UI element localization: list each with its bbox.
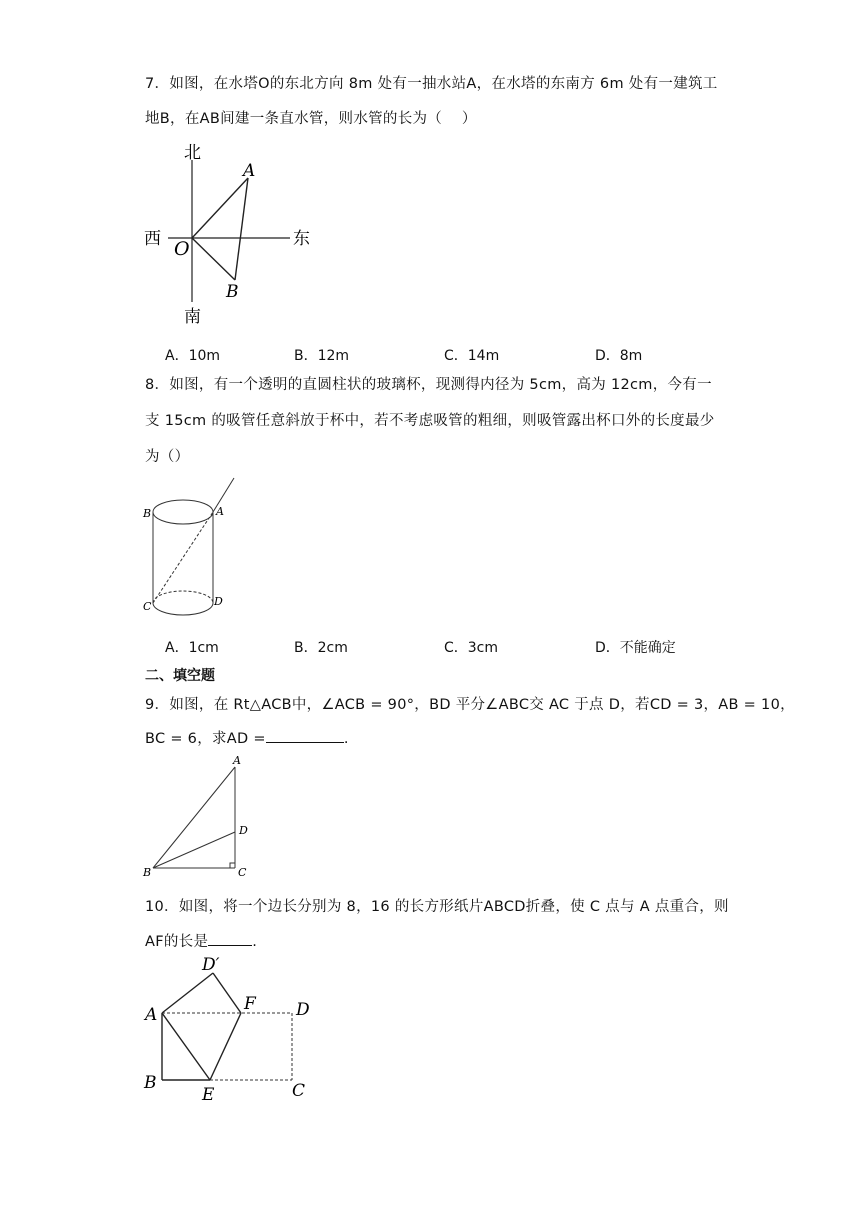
q10-figure — [140, 952, 330, 1105]
q7-label-a: A — [243, 161, 256, 181]
q9-answer-blank[interactable] — [266, 741, 344, 743]
q9-label-c: C — [238, 866, 247, 879]
q10-label-d: D — [296, 1000, 310, 1020]
q8-option-c: C．3cm — [444, 640, 499, 656]
q8-label-d: D — [214, 595, 223, 608]
q7-text-line2: 地B，在AB间建一条直水管，则水管的长为（ ） — [145, 111, 477, 127]
q7-label-b: B — [226, 282, 239, 302]
q9-figure — [140, 752, 260, 882]
q8-text-line3: 为（） — [145, 449, 190, 465]
q7-label-west: 西 — [144, 229, 161, 249]
q10-label-f: F — [244, 994, 256, 1014]
q8-option-a: A．1cm — [165, 640, 219, 656]
q8-text-line1: 8．如图，有一个透明的直圆柱状的玻璃杯，现测得内径为 5cm，高为 12cm，今有一 — [145, 377, 712, 393]
q10-text-line2-main: AF的长是 — [145, 934, 209, 950]
q8-label-b: B — [143, 507, 152, 520]
q10-text-line2-end: . — [252, 934, 258, 950]
q8-text-line2: 支 15cm 的吸管任意斜放于杯中，若不考虑吸管的粗细，则吸管露出杯口外的长度最少 — [145, 413, 715, 429]
q10-label-b: B — [144, 1073, 157, 1093]
q9-text-line2-end: . — [343, 731, 349, 747]
q10-text-line1: 10．如图，将一个边长分别为 8，16 的长方形纸片ABCD折叠，使 C 点与 A 点重合，则 — [145, 899, 729, 915]
q7-option-a: A．10m — [165, 348, 221, 364]
q8-figure — [140, 475, 250, 625]
q9-label-d: D — [239, 824, 248, 837]
q8-label-a: A — [216, 505, 224, 518]
q9-label-b: B — [143, 866, 152, 879]
q7-label-north: 北 — [184, 143, 201, 163]
q7-option-d: D．8m — [595, 348, 643, 364]
q7-label-o: O — [174, 238, 190, 260]
q10-label-d-prime: D′ — [202, 955, 220, 975]
q9-label-a: A — [233, 754, 241, 767]
q7-label-south: 南 — [184, 307, 201, 327]
q8-option-d: D．不能确定 — [595, 640, 676, 656]
section-title-fill-in: 二、填空题 — [145, 668, 215, 684]
q7-text-line1: 7．如图，在水塔O的东北方向 8m 处有一抽水站A，在水塔的东南方 6m 处有一建筑工 — [145, 76, 718, 92]
q10-label-a: A — [145, 1005, 158, 1025]
q10-answer-blank[interactable] — [208, 944, 252, 946]
q7-label-east: 东 — [293, 229, 310, 249]
q10-label-c: C — [292, 1081, 306, 1101]
q8-label-c: C — [143, 600, 152, 613]
q9-text-line2 — [145, 727, 349, 748]
q7-figure — [140, 140, 330, 330]
q10-label-e: E — [202, 1085, 215, 1105]
q7-option-b: B．12m — [294, 348, 350, 364]
q7-option-c: C．14m — [444, 348, 500, 364]
q8-option-b: B．2cm — [294, 640, 348, 656]
q9-text-line1: 9．如图，在 Rt△ACB中，∠ACB = 90°，BD 平分∠ABC交 AC 于点 D，若CD = 3，AB = 10， — [145, 697, 795, 713]
q10-text-line2 — [145, 930, 257, 951]
q9-text-line2-main: BC = 6，求AD = — [145, 731, 266, 747]
